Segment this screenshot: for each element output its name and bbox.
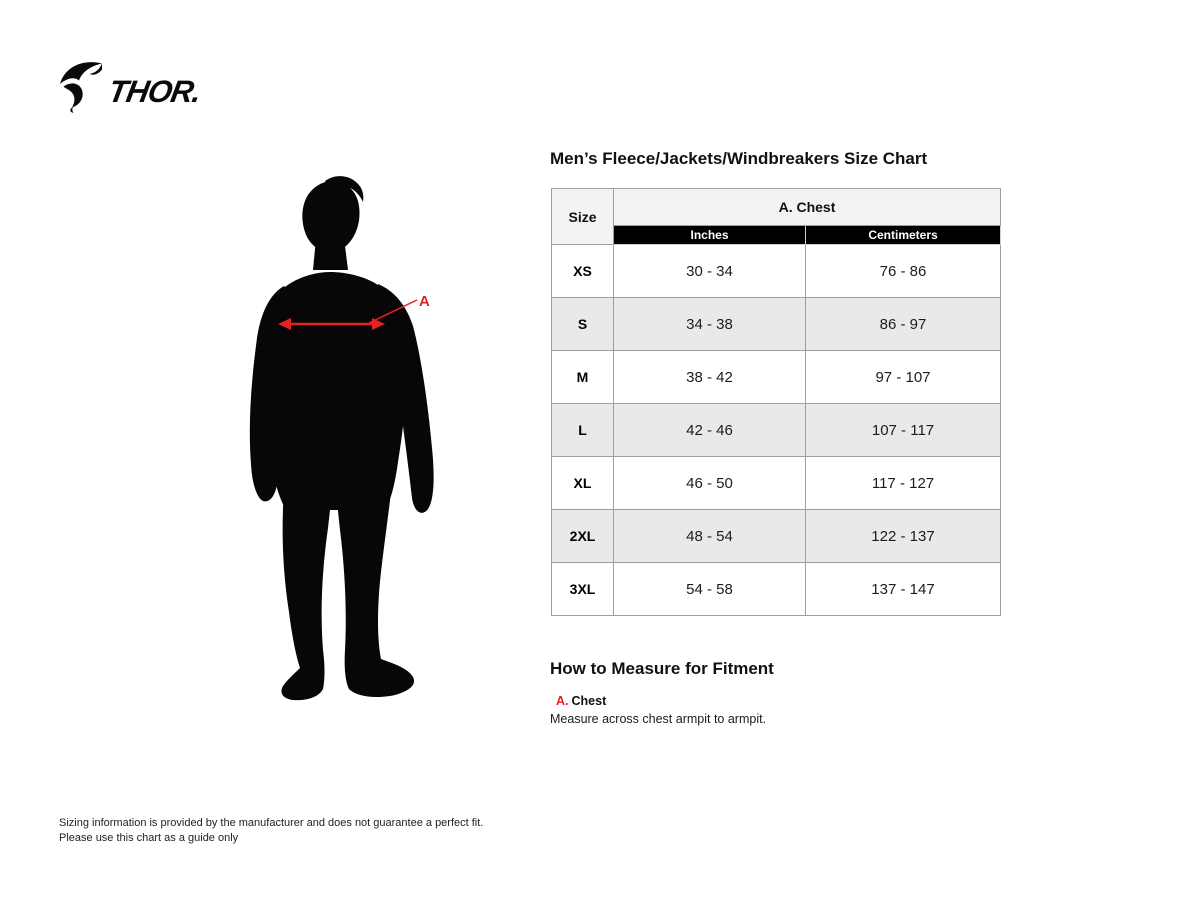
centimeters-cell: 86 - 97: [806, 298, 1001, 351]
size-cell: XL: [552, 457, 614, 510]
size-chart: [551, 188, 1001, 616]
disclaimer-line-2: Please use this chart as a guide only: [59, 832, 239, 844]
size-cell: 2XL: [552, 510, 614, 563]
inches-cell: 54 - 58: [614, 563, 806, 616]
thor-icon: [60, 62, 102, 113]
centimeters-column-header: Centimeters: [806, 226, 1001, 245]
inches-column-header: Inches: [614, 226, 806, 245]
centimeters-cell: 107 - 117: [806, 404, 1001, 457]
inches-cell: 48 - 54: [614, 510, 806, 563]
sizing-disclaimer: [59, 816, 483, 846]
table-row: [552, 404, 1001, 457]
size-cell: M: [552, 351, 614, 404]
table-row: [552, 563, 1001, 616]
chest-group-header: A. Chest: [614, 189, 1001, 226]
table-row: [552, 510, 1001, 563]
size-chart-title: Men’s Fleece/Jackets/Windbreakers Size Chart: [550, 149, 928, 168]
brand-logo: [57, 58, 207, 113]
table-row: [552, 298, 1001, 351]
male-silhouette: [250, 176, 434, 700]
table-row: [552, 351, 1001, 404]
inches-cell: 46 - 50: [614, 457, 806, 510]
centimeters-cell: 76 - 86: [806, 245, 1001, 298]
size-chart-table: [551, 188, 1001, 616]
disclaimer-line-1: Sizing information is provided by the manufacturer and does not guarantee a perfect fit.: [59, 817, 484, 829]
centimeters-cell: 117 - 127: [806, 457, 1001, 510]
male-silhouette-graphic: [230, 160, 480, 720]
inches-cell: 34 - 38: [614, 298, 806, 351]
size-cell: S: [552, 298, 614, 351]
measurement-item-chest: [550, 694, 774, 726]
inches-cell: 30 - 34: [614, 245, 806, 298]
how-to-measure-title: How to Measure for Fitment: [550, 659, 774, 678]
size-column-header: Size: [552, 189, 614, 245]
thor-wordmark: [106, 74, 204, 109]
group-header-row: [552, 189, 1001, 226]
size-cell: L: [552, 404, 614, 457]
unit-header-row: [552, 226, 1001, 245]
centimeters-cell: 97 - 107: [806, 351, 1001, 404]
measurement-figure: [230, 160, 480, 720]
table-row: [552, 245, 1001, 298]
inches-cell: 42 - 46: [614, 404, 806, 457]
how-to-measure-section: [550, 659, 774, 726]
thor-wordmark-text: THOR.: [105, 74, 204, 109]
inches-cell: 38 - 42: [614, 351, 806, 404]
size-cell: 3XL: [552, 563, 614, 616]
measurement-name: Chest: [571, 694, 607, 708]
centimeters-cell: 137 - 147: [806, 563, 1001, 616]
measurement-key: A.: [556, 694, 569, 708]
thor-logo-graphic: [57, 58, 207, 113]
table-row: [552, 457, 1001, 510]
measurement-description: Measure across chest armpit to armpit.: [550, 712, 767, 726]
size-cell: XS: [552, 245, 614, 298]
centimeters-cell: 122 - 137: [806, 510, 1001, 563]
chest-callout-label: A: [419, 293, 430, 310]
